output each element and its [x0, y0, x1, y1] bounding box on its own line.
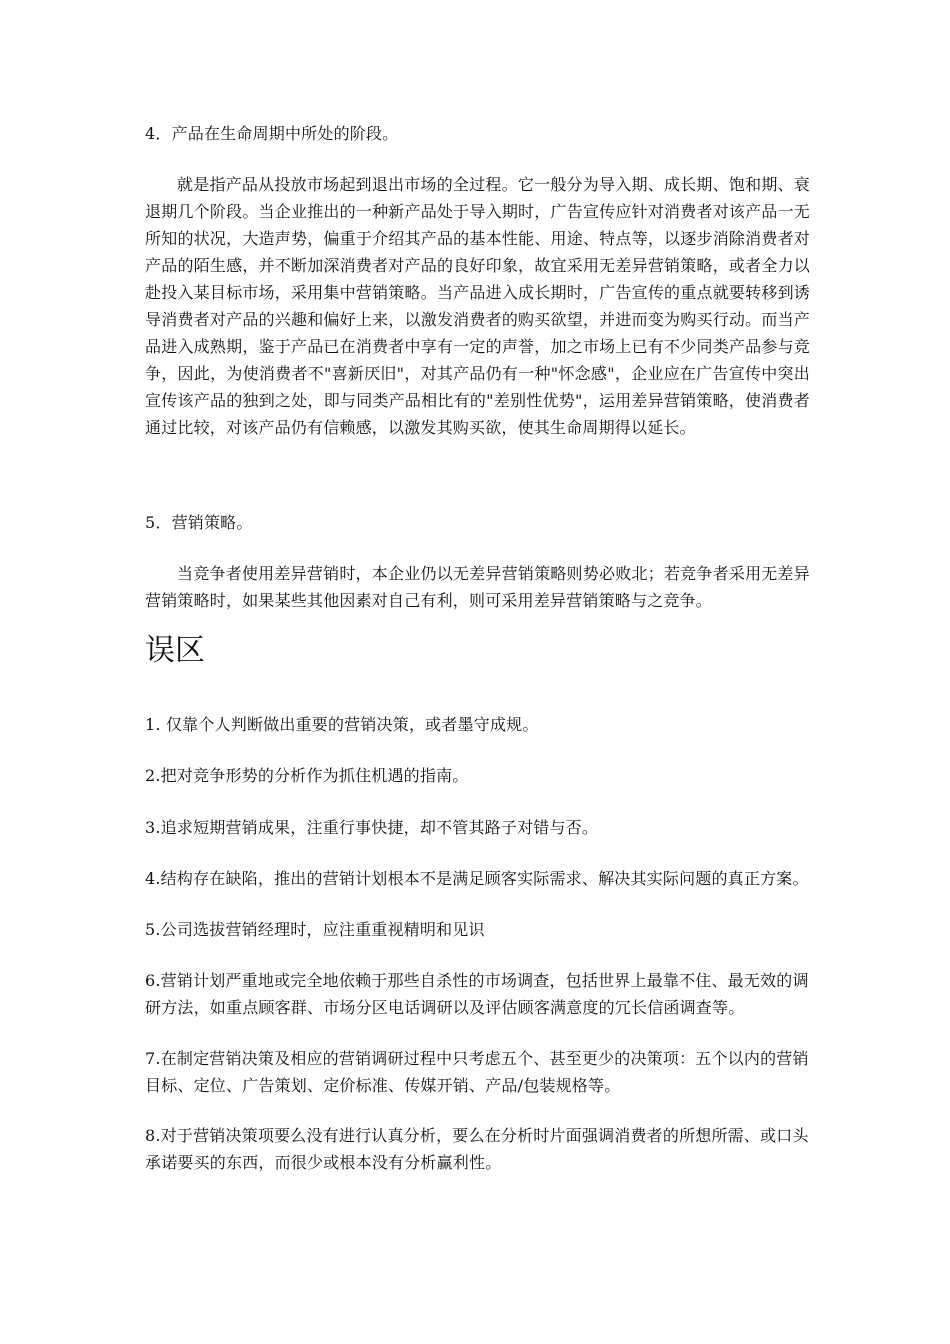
misconception-item-4: 4.结构存在缺陷，推出的营销计划根本不是满足顾客实际需求、解决其实际问题的真正方案。: [145, 869, 809, 888]
misconception-item-3: 3.追求短期营销成果，注重行事快捷，却不管其路子对错与否。: [145, 818, 599, 837]
misconception-item-7: 7.在制定营销决策及相应的营销调研过程中只考虑五个、甚至更少的决策项：五个以内的营销目标、定位、广告策划、定价标准、传媒开销、产品/包装规格等。: [145, 1049, 809, 1095]
misconception-item-1: 1. 仅靠个人判断做出重要的营销决策，或者墨守成规。: [145, 715, 539, 734]
misconception-item-2: 2.把对竞争形势的分析作为抓住机遇的指南。: [145, 766, 469, 785]
misconception-item-6: 6.营销计划严重地或完全地依赖于那些自杀性的市场调查，包括世界上最靠不住、最无效的调研方法，如重点顾客群、市场分区电话调研以及评估顾客满意度的冗长信函调查等。: [145, 971, 809, 1017]
paragraph-marketing-strategy: 当竞争者使用差异营销时，本企业仍以无差异营销策略则势必败北；若竞争者采用无差异营销策略时，如果某些其他因素对自己有利，则可采用差异营销策略与之竞争。: [145, 564, 810, 610]
section-heading-misconceptions: 误区: [145, 633, 205, 668]
item-5-heading: 5．营销策略。: [145, 513, 253, 532]
misconception-item-8: 8.对于营销决策项要么没有进行认真分析，要么在分析时片面强调消费者的所想所需、或口头承诺要买的东西，而很少或根本没有分析赢利性。: [145, 1126, 809, 1172]
misconception-item-5: 5.公司选拔营销经理时，应注重重视精明和见识: [145, 920, 485, 939]
item-4-heading: 4．产品在生命周期中所处的阶段。: [145, 124, 399, 143]
paragraph-product-lifecycle: 就是指产品从投放市场起到退出市场的全过程。它一般分为导入期、成长期、饱和期、衰退期几个阶段。当企业推出的一种新产品处于导入期时，广告宣传应针对消费者对该产品一无所知的状况，大造声势，偏重于介绍其产品的基本性能、用途、特点等，以逐步消除消费者对产品的陌生感，并不断加深消费者对产品的良好印象，故宜采用无差异营销策略，或者全力以赴投入某目标市场，采用集中营销策略。当产品进入成长期时，广告宣传的重点就要转移到诱导消费者对产品的兴趣和偏好上来，以激发消费者的购买欲望，并进而变为购买行动。而当产品进入成熟期，鉴于产品已在消费者中享有一定的声誉，加之市场上已有不少同类产品参与竞争，因此，为使消费者不"喜新厌旧"，对其产品仍有一种"怀念感"，企业应在广告宣传中突出宣传该产品的独到之处，即与同类产品相比有的"差别性优势"，运用差异营销策略，使消费者通过比较，对该产品仍有信赖感，以激发其购买欲，使其生命周期得以延长。: [145, 175, 810, 437]
